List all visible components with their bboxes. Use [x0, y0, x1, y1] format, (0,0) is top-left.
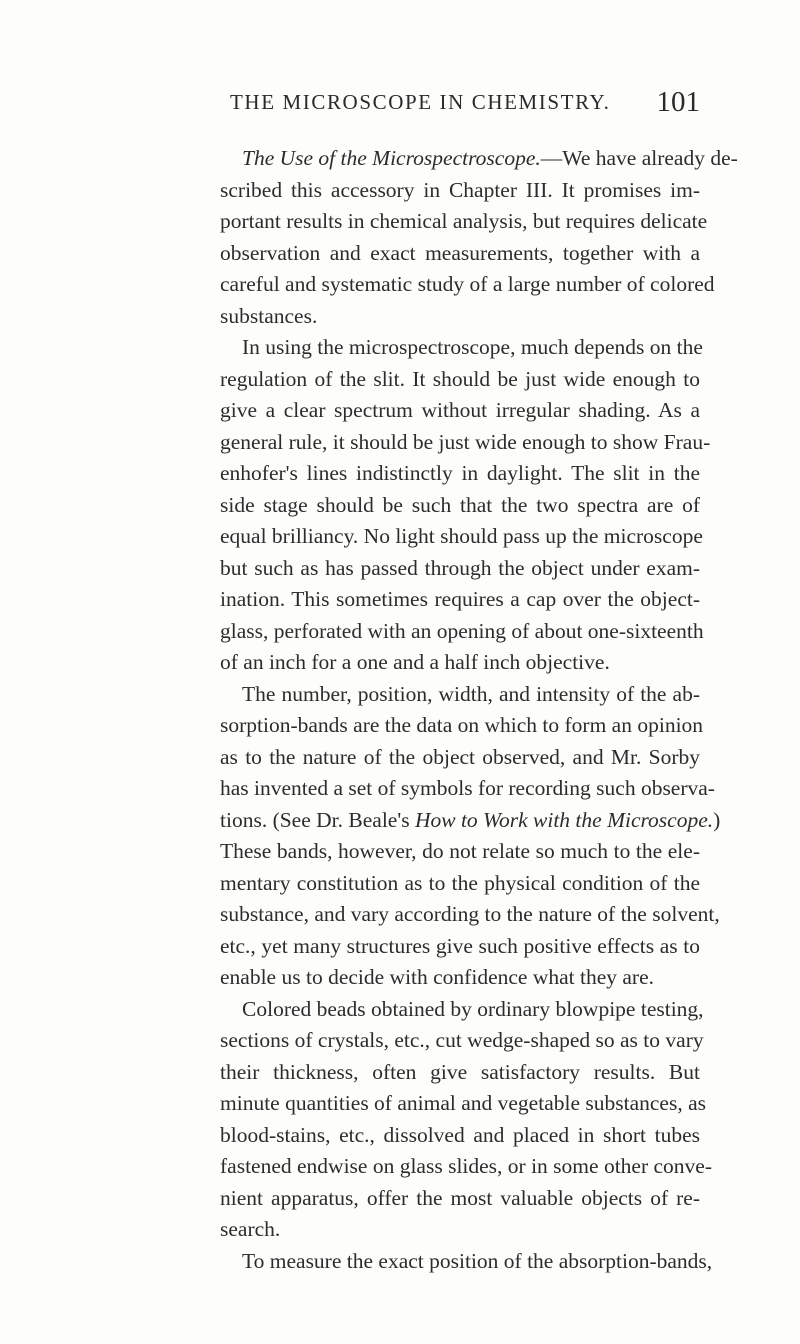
text-line: side stage should be such that the two spectra are of	[220, 492, 700, 517]
text-line: ination. This sometimes requires a cap over the object-	[220, 587, 700, 611]
text-line: mentary constitution as to the physical condition of the	[220, 870, 700, 895]
text-run: —We have already de-	[540, 146, 738, 170]
text-line: In using the microspectroscope, much depends on the	[242, 335, 703, 359]
text-line: their thickness, often give satisfactory results. But	[220, 1059, 700, 1084]
text-line: minute quantities of animal and vegetable substances, as	[220, 1091, 706, 1115]
text-line: fastened endwise on glass slides, or in some other conve-	[220, 1154, 712, 1178]
text-line: etc., yet many structures give such positive effects as to	[220, 933, 700, 958]
text-line: scribed this accessory in Chapter III. It promises im-	[220, 177, 700, 202]
text-line: glass, perforated with an opening of about one-sixteenth	[220, 618, 704, 643]
text-line: careful and systematic study of a large number of colored	[220, 272, 715, 296]
text-line: equal brilliancy. No light should pass up the microscope	[220, 524, 703, 548]
running-title: THE MICROSCOPE IN CHEMISTRY.	[230, 90, 611, 114]
text-run: )	[713, 807, 721, 832]
text-line: sorption-bands are the data on which to form an opinion	[220, 713, 704, 737]
text-line: general rule, it should be just wide enough to show Frau-	[220, 429, 711, 454]
text-line: These bands, however, do not relate so much to the ele-	[220, 839, 700, 863]
text-line: The number, position, width, and intensity of the ab-	[242, 681, 700, 706]
text-line	[220, 143, 738, 175]
text-line: substance, and vary according to the nature of the solvent,	[220, 902, 720, 926]
text-line: enable us to decide with confidence what they are.	[220, 965, 654, 989]
text-line: substances.	[220, 303, 318, 328]
text-line: sections of crystals, etc., cut wedge-shaped so as to vary	[220, 1028, 704, 1052]
text-line: portant results in chemical analysis, but requires delicate	[220, 209, 708, 233]
text-line: but such as has passed through the object under exam-	[220, 555, 700, 580]
book-title: How to Work with the Microscope.	[414, 807, 714, 832]
text-line: Colored beads obtained by ordinary blowpipe testing,	[242, 996, 704, 1021]
text-line: enhofer's lines indistinctly in daylight. The slit in the	[220, 461, 700, 485]
text-line: blood-stains, etc., dissolved and placed in short tubes	[220, 1122, 700, 1147]
text-line: nient apparatus, offer the most valuable objects of re-	[220, 1185, 700, 1210]
section-heading: The Use of the Microspectroscope.	[242, 146, 541, 170]
text-line: regulation of the slit. It should be just wide enough to	[220, 366, 700, 391]
text-line: as to the nature of the object observed, and Mr. Sorby	[220, 744, 700, 769]
running-head	[230, 86, 700, 116]
text-line: has invented a set of symbols for recording such observa-	[220, 776, 715, 800]
text-line: of an inch for a one and a half inch objective.	[220, 650, 610, 674]
text-line: give a clear spectrum without irregular shading. As a	[220, 398, 700, 422]
text-line: search.	[220, 1217, 281, 1241]
text-line: To measure the exact position of the absorption-bands,	[242, 1248, 713, 1273]
text-run: tions. (See Dr. Beale's	[220, 807, 415, 832]
text-line	[220, 805, 721, 837]
page-number: 101	[656, 86, 700, 118]
body-text	[220, 143, 738, 1277]
text-line: observation and exact measurements, together with a	[220, 240, 700, 265]
